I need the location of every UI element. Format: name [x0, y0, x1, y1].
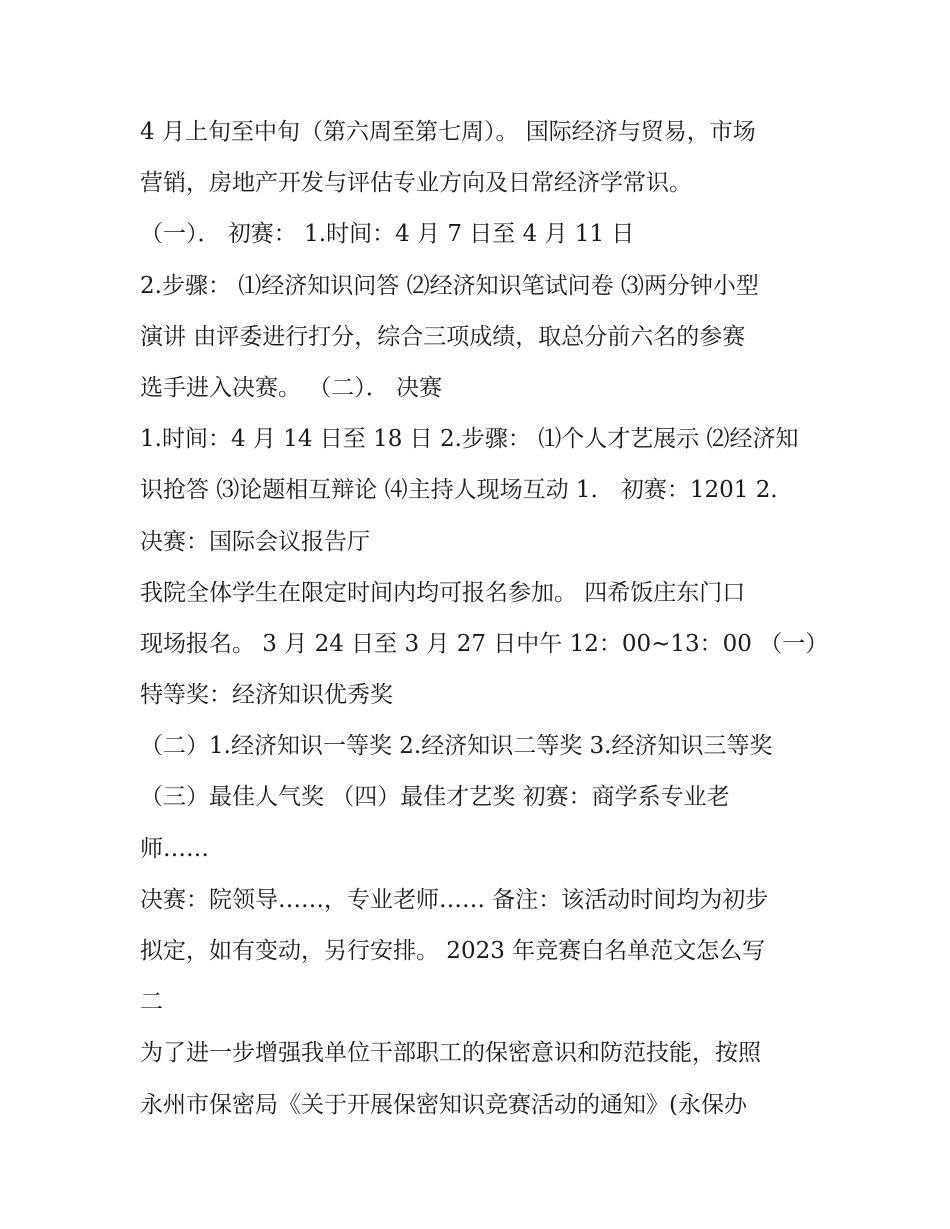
text-line: 决赛：国际会议报告厅	[140, 528, 370, 555]
text-line: 现场报名。 3 月 24 日至 3 月 27 日中午 12：00~13：00 （一）	[140, 630, 829, 657]
text-line: （三）最佳人气奖 （四）最佳才艺奖 初赛：商学系专业老	[140, 784, 730, 811]
text-line: 二	[140, 989, 163, 1016]
text-line: 永州市保密局《关于开展保密知识竞赛活动的通知》(永保办	[140, 1091, 747, 1118]
text-line: 为了进一步增强我单位干部职工的保密意识和防范技能，按照	[140, 1040, 761, 1067]
text-line: 师……	[140, 835, 209, 862]
text-line: 识抢答 ⑶论题相互辩论 ⑷主持人现场互动 1． 初赛：1201 2．	[140, 477, 794, 504]
text-line: 我院全体学生在限定时间内均可报名参加。 四希饭庄东门口	[140, 579, 746, 606]
text-line: （一）． 初赛： 1.时间：4 月 7 日至 4 月 11 日	[140, 221, 635, 248]
text-line: 决赛：院领导……，专业老师…… 备注：该活动时间均为初步	[140, 886, 769, 913]
text-line: （二）1.经济知识一等奖 2.经济知识二等奖 3.经济知识三等奖	[140, 733, 773, 760]
text-line: 拟定，如有变动，另行安排。 2023 年竞赛白名单范文怎么写	[140, 938, 766, 964]
text-line: 特等奖：经济知识优秀奖	[140, 682, 393, 709]
text-line: 演讲 由评委进行打分，综合三项成绩，取总分前六名的参赛	[140, 323, 746, 350]
text-line: 选手进入决赛。 （二）． 决赛	[140, 374, 443, 401]
text-line: 1.时间：4 月 14 日至 18 日 2.步骤： ⑴个人才艺展示 ⑵经济知	[140, 426, 799, 453]
text-line: 4 月上旬至中旬（第六周至第七周）。 国际经济与贸易，市场	[140, 119, 756, 145]
document-body	[140, 107, 829, 1131]
text-line: 营销，房地产开发与评估专业方向及日常经济学常识。	[140, 170, 692, 197]
text-line: 2.步骤： ⑴经济知识问答 ⑵经济知识笔试问卷 ⑶两分钟小型	[140, 272, 759, 299]
